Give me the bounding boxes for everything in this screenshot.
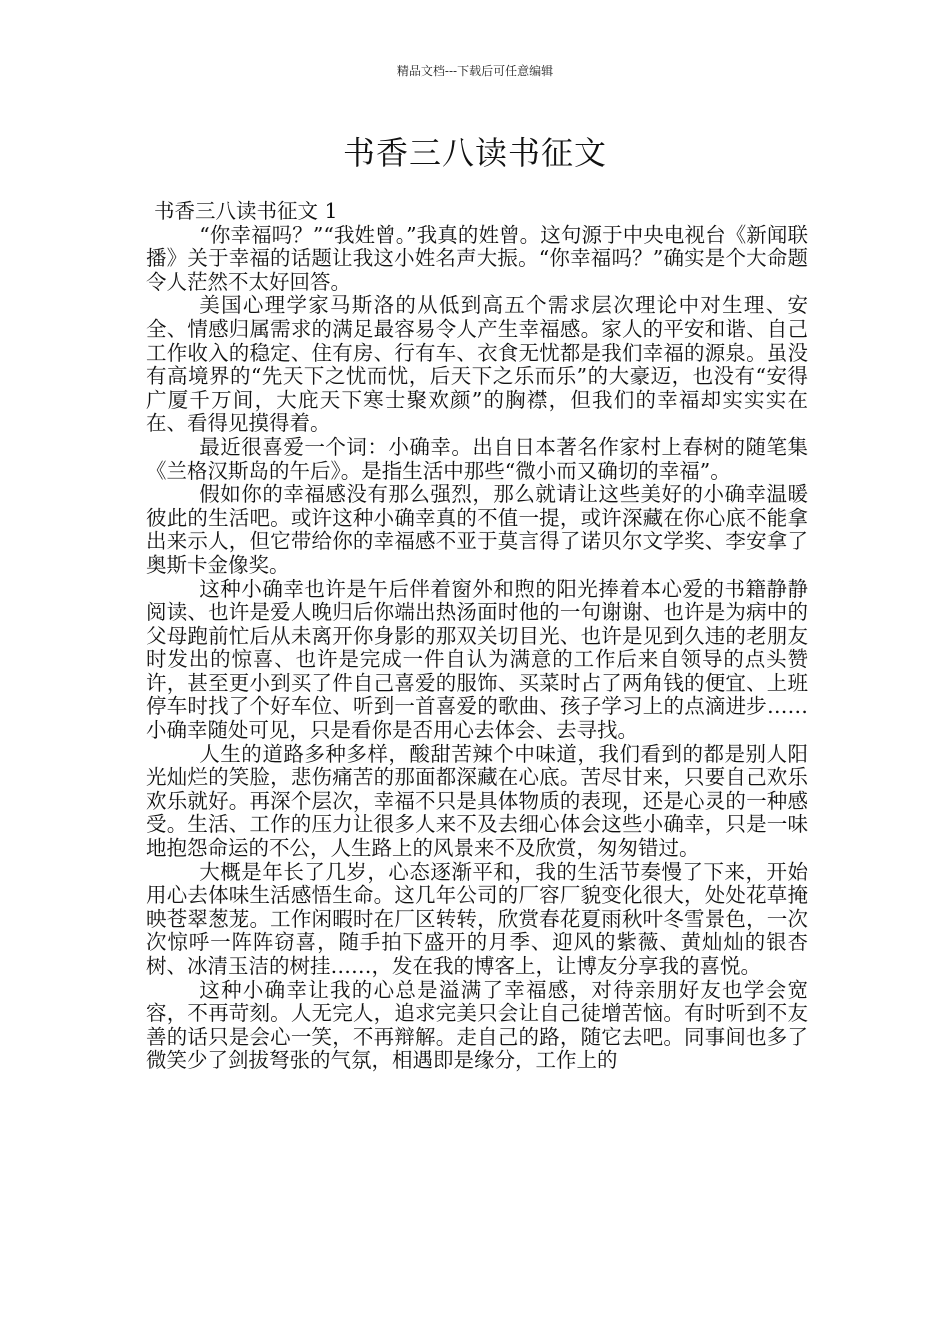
document-title: 书香三八读书征文 <box>342 134 607 172</box>
header-note: 精品文档---下载后可任意编辑 <box>396 64 554 78</box>
paragraph: “你幸福吗？”“我姓曾。”我真的姓曾。这句源于中央电视台《新闻联播》关于幸福的话题让我这小姓名声大振。“你幸福吗？”确实是个大命题令人茫然不太好回答。 <box>146 222 808 294</box>
paragraph: 这种小确幸也许是午后伴着窗外和煦的阳光捧着本心爱的书籍静静阅读、也许是爱人晚归后你端出热汤面时他的一句谢谢、也许是为病中的父母跑前忙后从未离开你身影的那双关切目光、也许是见到久违的老朋友时发出的惊喜、也许是完成一件自认为满意的工作后来自领导的点头赞许，甚至更小到买了件自己喜爱的服饰、买菜时占了两角钱的便宜、上班停车时找了个好车位、听到一首喜爱的歌曲、孩子学习上的点滴进步……小确幸随处可见，只是看你是否用心去体会、去寻找。 <box>146 576 808 743</box>
paragraph: 假如你的幸福感没有那么强烈，那么就请让这些美好的小确幸温暖彼此的生活吧。或许这种小确幸真的不值一提，或许深藏在你心底不能拿出来示人，但它带给你的幸福感不亚于莫言得了诺贝尔文学奖、李安拿了奥斯卡金像奖。 <box>146 482 808 577</box>
paragraph: 人生的道路多种多样，酸甜苦辣个中味道，我们看到的都是别人阳光灿烂的笑脸，悲伤痛苦的那面都深藏在心底。苦尽甘来，只要自己欢乐欢乐就好。再深个层次，幸福不只是具体物质的表现，还是心灵的一种感受。生活、工作的压力让很多人来不及去细心体会这些小确幸，只是一味地抱怨命运的不公，人生路上的风景来不及欣赏，匆匆错过。 <box>146 741 808 861</box>
paragraph: 这种小确幸让我的心总是溢满了幸福感，对待亲朋好友也学会宽容，不再苛刻。人无完人，追求完美只会让自己徒增苦恼。有时听到不友善的话只是会心一笑，不再辩解。走自己的路，随它去吧。同事间也多了微笑少了剑拔弩张的气氛，相遇即是缘分，工作上的 <box>146 977 808 1073</box>
section-subtitle: 书香三八读书征文 1 <box>154 199 338 223</box>
paragraph: 最近很喜爱一个词：小确幸。出自日本著名作家村上春树的随笔集《兰格汉斯岛的午后》。是指生活中那些“微小而又确切的幸福”。 <box>146 434 808 483</box>
paragraph: 大概是年长了几岁，心态逐渐平和，我的生活节奏慢了下来，开始用心去体味生活感悟生命。这几年公司的厂容厂貌变化很大，处处花草掩映苍翠葱茏。工作闲暇时在厂区转转，欣赏春花夏雨秋叶冬雪景色，一次次惊呼一阵阵窃喜，随手拍下盛开的月季、迎风的紫薇、黄灿灿的银杏树、冰清玉洁的树挂……，发在我的博客上，让博友分享我的喜悦。 <box>146 859 808 978</box>
document-body <box>146 200 808 1073</box>
paragraph: 美国心理学家马斯洛的从低到高五个需求层次理论中对生理、安全、情感归属需求的满足最容易令人产生幸福感。家人的平安和谐、自己工作收入的稳定、住有房、行有车、衣食无忧都是我们幸福的源泉。虽没有高境界的“先天下之忧而忧，后天下之乐而乐”的大豪迈，也没有“安得广厦千万间，大庇天下寒士聚欢颜”的胸襟，但我们的幸福却实实实在在、看得见摸得着。 <box>146 293 808 436</box>
